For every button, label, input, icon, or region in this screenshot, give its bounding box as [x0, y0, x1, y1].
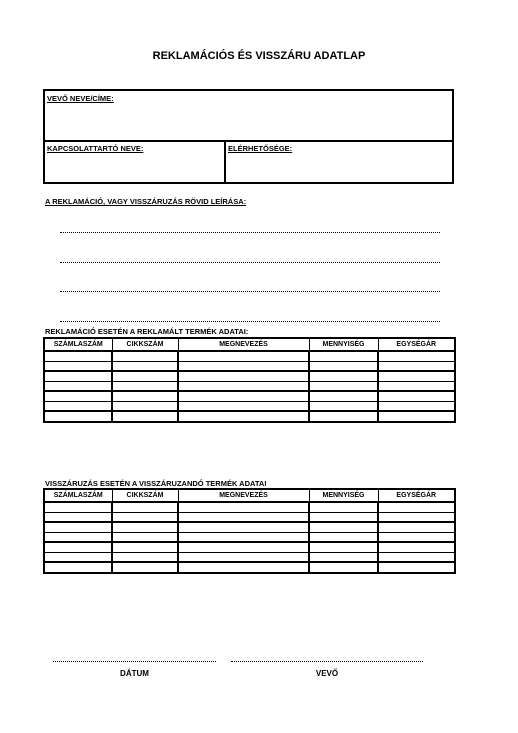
date-signature-line[interactable] — [53, 661, 216, 662]
buyer-row-divider — [45, 140, 452, 142]
table-cell[interactable] — [378, 552, 455, 562]
column-header: CIKKSZÁM — [112, 489, 178, 502]
column-header: SZÁMLASZÁM — [44, 338, 112, 351]
table-row — [44, 381, 455, 391]
table-row — [44, 361, 455, 371]
table-cell[interactable] — [44, 371, 112, 381]
complaint-table — [43, 337, 456, 423]
table-cell[interactable] — [44, 562, 112, 573]
table-cell[interactable] — [178, 351, 309, 361]
description-line-2[interactable] — [60, 262, 440, 263]
table-cell[interactable] — [112, 361, 178, 371]
table-cell[interactable] — [44, 411, 112, 422]
table-cell[interactable] — [378, 512, 455, 522]
table-cell[interactable] — [112, 391, 178, 401]
table-cell[interactable] — [112, 351, 178, 361]
table-row — [44, 391, 455, 401]
table-cell[interactable] — [112, 401, 178, 411]
table-row — [44, 532, 455, 542]
contact-reach-field[interactable] — [228, 155, 450, 181]
table-cell[interactable] — [112, 522, 178, 532]
table-cell[interactable] — [378, 351, 455, 361]
column-header: SZÁMLASZÁM — [44, 489, 112, 502]
table-cell[interactable] — [309, 411, 378, 422]
contact-col-divider — [224, 140, 226, 182]
table-cell[interactable] — [378, 361, 455, 371]
table-cell[interactable] — [44, 391, 112, 401]
column-header: MEGNEVEZÉS — [178, 338, 309, 351]
table-cell[interactable] — [44, 381, 112, 391]
table-cell[interactable] — [309, 542, 378, 552]
table-cell[interactable] — [309, 361, 378, 371]
table-cell[interactable] — [309, 562, 378, 573]
column-header: CIKKSZÁM — [112, 338, 178, 351]
table-cell[interactable] — [309, 371, 378, 381]
contact-name-field[interactable] — [47, 155, 221, 181]
table-cell[interactable] — [112, 532, 178, 542]
table-cell[interactable] — [309, 552, 378, 562]
column-header: EGYSÉGÁR — [378, 489, 455, 502]
table-cell[interactable] — [309, 391, 378, 401]
table-cell[interactable] — [309, 351, 378, 361]
table-cell[interactable] — [44, 361, 112, 371]
table-row — [44, 552, 455, 562]
description-line-1[interactable] — [60, 232, 440, 233]
buyer-name-label: VEVŐ NEVE/CÍME: — [47, 94, 114, 103]
buyer-signature-line[interactable] — [231, 661, 423, 662]
table-cell[interactable] — [44, 512, 112, 522]
table-row — [44, 562, 455, 573]
table-row — [44, 351, 455, 361]
table-cell[interactable] — [112, 542, 178, 552]
description-label: A REKLAMÁCIÓ, VAGY VISSZÁRUZÁS RÖVID LEÍRÁSA: — [45, 197, 247, 206]
table-cell[interactable] — [112, 562, 178, 573]
contact-name-label: KAPCSOLATTARTÓ NEVE: — [47, 144, 144, 153]
table-cell[interactable] — [309, 401, 378, 411]
table-cell[interactable] — [378, 502, 455, 512]
table-cell[interactable] — [112, 512, 178, 522]
table-row — [44, 411, 455, 422]
date-label: DÁTUM — [120, 669, 149, 678]
table-row — [44, 401, 455, 411]
table-cell[interactable] — [378, 391, 455, 401]
column-header: MENNYISÉG — [309, 489, 378, 502]
buyer-box — [43, 89, 454, 184]
table-cell[interactable] — [178, 381, 309, 391]
table-cell[interactable] — [112, 502, 178, 512]
table-cell[interactable] — [378, 522, 455, 532]
complaint-table-label: REKLAMÁCIÓ ESETÉN A REKLAMÁLT TERMÉK ADATAI: — [45, 327, 249, 336]
table-cell[interactable] — [178, 391, 309, 401]
table-cell[interactable] — [44, 552, 112, 562]
table-cell[interactable] — [309, 522, 378, 532]
table-cell[interactable] — [112, 411, 178, 422]
description-line-3[interactable] — [60, 291, 440, 292]
table-cell[interactable] — [178, 512, 309, 522]
table-cell[interactable] — [178, 361, 309, 371]
table-row — [44, 522, 455, 532]
table-cell[interactable] — [378, 371, 455, 381]
table-cell[interactable] — [378, 411, 455, 422]
table-row — [44, 512, 455, 522]
table-cell[interactable] — [44, 351, 112, 361]
table-row — [44, 502, 455, 512]
buyer-name-field[interactable] — [47, 105, 449, 137]
table-cell[interactable] — [178, 401, 309, 411]
table-cell[interactable] — [309, 532, 378, 542]
table-row — [44, 542, 455, 552]
table-cell[interactable] — [378, 381, 455, 391]
table-cell[interactable] — [309, 381, 378, 391]
description-line-4[interactable] — [60, 321, 440, 322]
contact-reach-label: ELÉRHETŐSÉGE: — [228, 144, 293, 153]
table-cell[interactable] — [378, 532, 455, 542]
table-cell[interactable] — [309, 512, 378, 522]
table-cell[interactable] — [178, 552, 309, 562]
table-row — [44, 371, 455, 381]
table-cell[interactable] — [178, 522, 309, 532]
table-cell[interactable] — [309, 502, 378, 512]
column-header: EGYSÉGÁR — [378, 338, 455, 351]
table-cell[interactable] — [178, 542, 309, 552]
table-cell[interactable] — [178, 371, 309, 381]
form-title: REKLAMÁCIÓS ÉS VISSZÁRU ADATLAP — [152, 50, 366, 62]
table-cell[interactable] — [44, 532, 112, 542]
table-cell[interactable] — [178, 532, 309, 542]
table-cell[interactable] — [112, 552, 178, 562]
return-table — [43, 488, 456, 574]
buyer-signature-label: VEVŐ — [315, 669, 339, 678]
table-cell[interactable] — [178, 411, 309, 422]
return-table-label: VISSZÁRUZÁS ESETÉN A VISSZÁRUZANDÓ TERMÉK ADATAI — [45, 479, 267, 488]
table-cell[interactable] — [112, 381, 178, 391]
table-cell[interactable] — [44, 502, 112, 512]
table-cell[interactable] — [44, 401, 112, 411]
table-cell[interactable] — [44, 522, 112, 532]
table-cell[interactable] — [44, 542, 112, 552]
table-cell[interactable] — [378, 401, 455, 411]
table-cell[interactable] — [178, 502, 309, 512]
column-header: MEGNEVEZÉS — [178, 489, 309, 502]
table-cell[interactable] — [378, 562, 455, 573]
column-header: MENNYISÉG — [309, 338, 378, 351]
table-cell[interactable] — [112, 371, 178, 381]
table-cell[interactable] — [378, 542, 455, 552]
table-cell[interactable] — [178, 562, 309, 573]
